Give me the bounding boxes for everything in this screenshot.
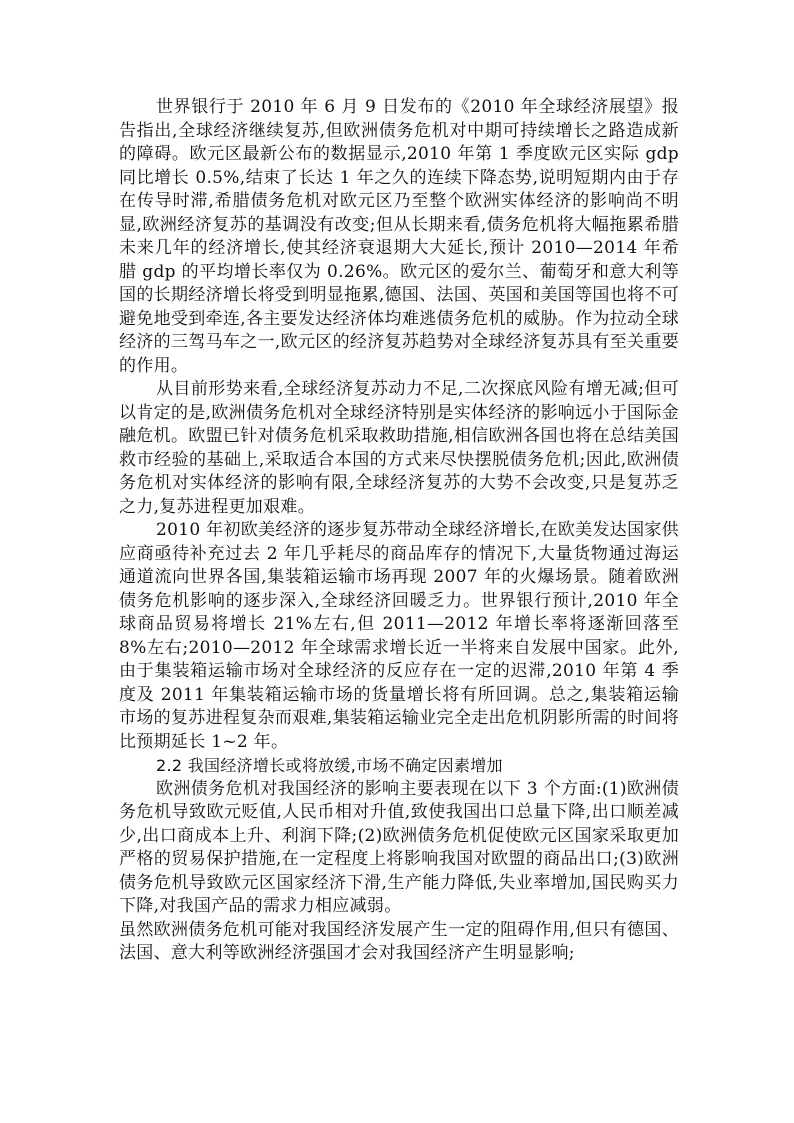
paragraph-impact-on-china: 欧洲债务危机对我国经济的影响主要表现在以下 3 个方面:(1)欧洲债务危机导致欧元贬值,人民币相对升值,致使我国出口总量下降,出口顺差减少,出口商成本上升、利润下降;(2)欧洲债务危机促使欧元区国家采取更加严格的贸易保护措施,在一定程度上将影响我国对欧盟的商品出口;(3)欧洲债务危机导致欧元区国家经济下滑,生产能力降低,失业率增加,国民购买力下降,对我国产品的需求力相应减弱。	[119, 778, 679, 916]
paragraph-final: 虽然欧洲债务危机可能对我国经济发展产生一定的阻碍作用,但只有德国、法国、意大利等欧洲经济强国才会对我国经济产生明显影响;	[119, 919, 679, 963]
paragraph-current-situation: 从目前形势来看,全球经济复苏动力不足,二次探底风险有增无减;但可以肯定的是,欧洲债务危机对全球经济特别是实体经济的影响远小于国际金融危机。欧盟已针对债务危机采取救助措施,相信欧洲各国也将在总结美国救市经验的基础上,采取适合本国的方式来尽快摆脱债务危机;因此,欧洲债务危机对实体经济的影响有限,全球经济复苏的大势不会改变,只是复苏乏之力,复苏进程更加艰难。	[119, 379, 679, 517]
paragraph-world-bank-outlook: 世界银行于 2010 年 6 月 9 日发布的《2010 年全球经济展望》报告指出,全球经济继续复苏,但欧洲债务危机对中期可持续增长之路造成新的障碍。欧元区最新公布的数据显示,2010 年第 1 季度欧元区实际 gdp 同比增长 0.5%,结束了长达 1 年之久的连续下降态势,说明短期内由于存在传导时滞,希腊债务危机对欧元区乃至整个欧洲实体经济的影响尚不明显,欧洲经济复苏的基调没有改变;但从长期来看,债务危机将大幅拖累希腊未来几年的经济增长,使其经济衰退期大大延长,预计 2010—2014 年希腊 gdp 的平均增长率仅为 0.26%。欧元区的爱尔兰、葡萄牙和意大利等国的长期经济增长将受到明显拖累,德国、法国、英国和美国等国也将不可避免地受到牵连,各主要发达经济体均难逃债务危机的威胁。作为拉动全球经济的三驾马车之一,欧元区的经济复苏趋势对全球经济复苏具有至关重要的作用。	[119, 97, 679, 376]
document-page	[119, 96, 679, 966]
section-heading: 2.2 我国经济增长或将放缓,市场不确定因素增加	[156, 756, 503, 775]
paragraph-container-shipping: 2010 年初欧美经济的逐步复苏带动全球经济增长,在欧美发达国家供应商亟待补充过去 2 年几乎耗尽的商品库存的情况下,大量货物通过海运通道流向世界各国,集装箱运输市场再现 2007 年的火爆场景。随着欧洲债务危机影响的逐步深入,全球经济回暖乏力。世界银行预计,2010 年全球商品贸易将增长 21%左右,但 2011—2012 年增长率将逐渐回落至 8%左右;2010—2012 年全球需求增长近一半将来自发展中国家。此外,由于集装箱运输市场对全球经济的反应存在一定的迟滞,2010 年第 4 季度及 2011 年集装箱运输市场的货量增长将有所回调。总之,集装箱运输市场的复苏进程复杂而艰难,集装箱运输业完全走出危机阴影所需的时间将比预期延长 1~2 年。	[119, 520, 679, 752]
